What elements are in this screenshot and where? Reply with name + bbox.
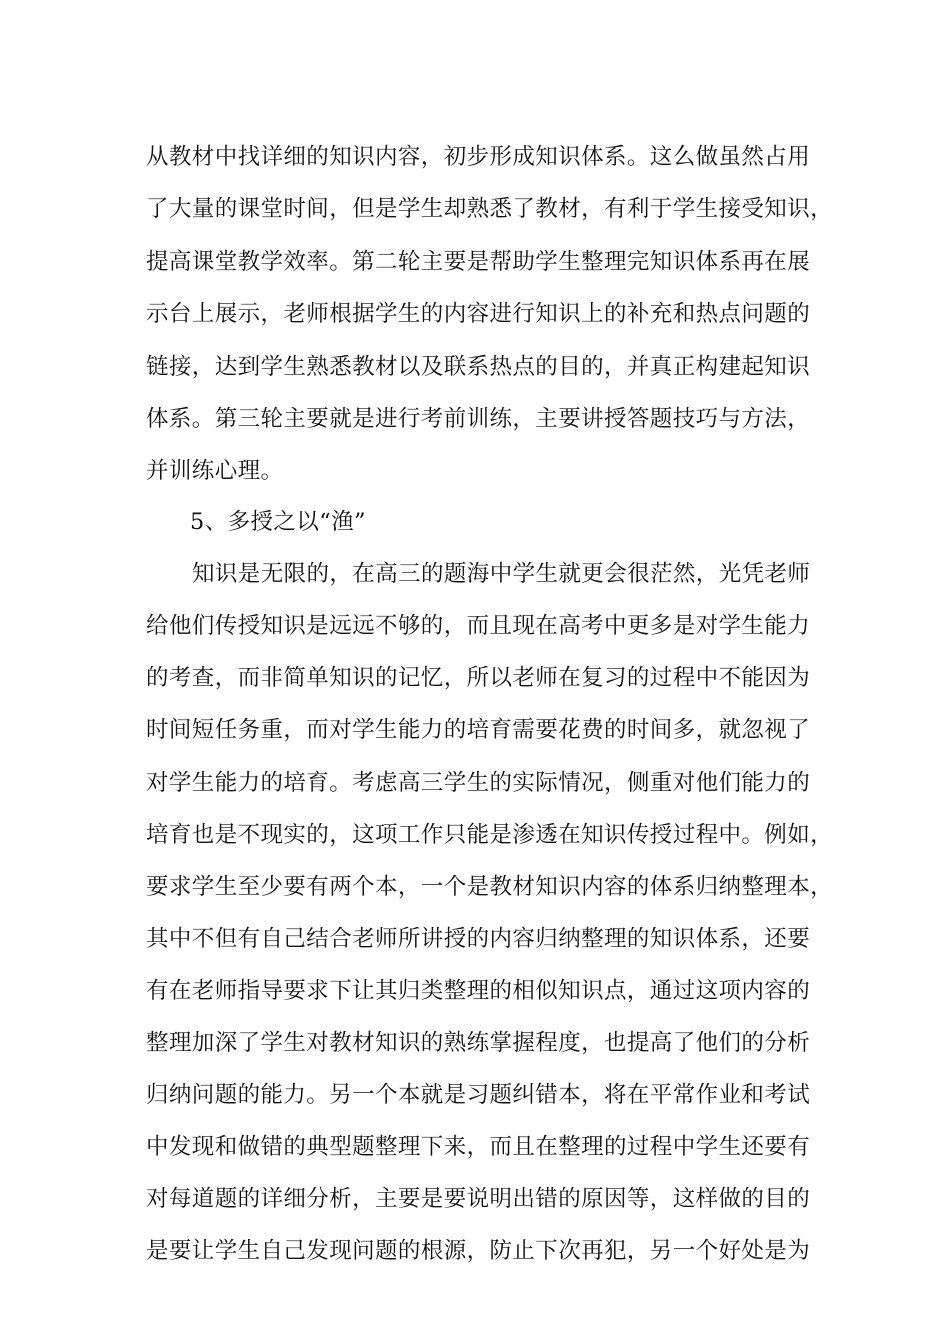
text-line: 的考查，而非简单知识的记忆，所以老师在复习的过程中不能因为 [146,665,811,691]
text-line: 了大量的课堂时间，但是学生却熟悉了教材，有利于学生接受知识， [146,196,834,222]
text-line: 要求学生至少要有两个本，一个是教材知识内容的体系归纳整理本， [146,874,834,900]
text-line: 示台上展示，老师根据学生的内容进行知识上的补充和热点问题的 [146,301,811,327]
text-line: 给他们传授知识是远远不够的，而且现在高考中更多是对学生能力 [146,613,811,639]
text-line: 其中不但有自己结合老师所讲授的内容归纳整理的知识体系，还要 [146,926,811,952]
text-line: 对学生能力的培育。考虑高三学生的实际情况，侧重对他们能力的 [146,770,811,796]
text-line: 归纳问题的能力。另一个本就是习题纠错本，将在平常作业和考试 [146,1082,811,1108]
text-line: 有在老师指导要求下让其归类整理的相似知识点，通过这项内容的 [146,978,811,1004]
text-line: 体系。第三轮主要就是进行考前训练，主要讲授答题技巧与方法， [146,406,811,432]
paragraph-first-line: 知识是无限的，在高三的题海中学生就更会很茫然，光凭老师 [192,561,811,587]
text-line: 链接，达到学生熟悉教材以及联系热点的目的，并真正构建起知识 [146,354,811,380]
text-line: 培育也是不现实的，这项工作只能是渗透在知识传授过程中。例如， [146,822,834,848]
text-line: 并训练心理。 [146,458,284,484]
text-line: 对每道题的详细分析，主要是要说明出错的原因等，这样做的目的 [146,1186,811,1212]
section-heading: 5、多授之以“渔” [190,509,366,535]
text-line: 时间短任务重，而对学生能力的培育需要花费的时间多，就忽视了 [146,717,811,743]
text-line: 提高课堂教学效率。第二轮主要是帮助学生整理完知识体系再在展 [146,249,811,275]
text-line: 中发现和做错的典型题整理下来，而且在整理的过程中学生还要有 [146,1134,811,1160]
text-line: 从教材中找详细的知识内容，初步形成知识体系。这么做虽然占用 [146,144,811,170]
text-line: 是要让学生自己发现问题的根源，防止下次再犯，另一个好处是为 [146,1238,811,1264]
text-line: 整理加深了学生对教材知识的熟练掌握程度，也提高了他们的分析 [146,1030,811,1056]
